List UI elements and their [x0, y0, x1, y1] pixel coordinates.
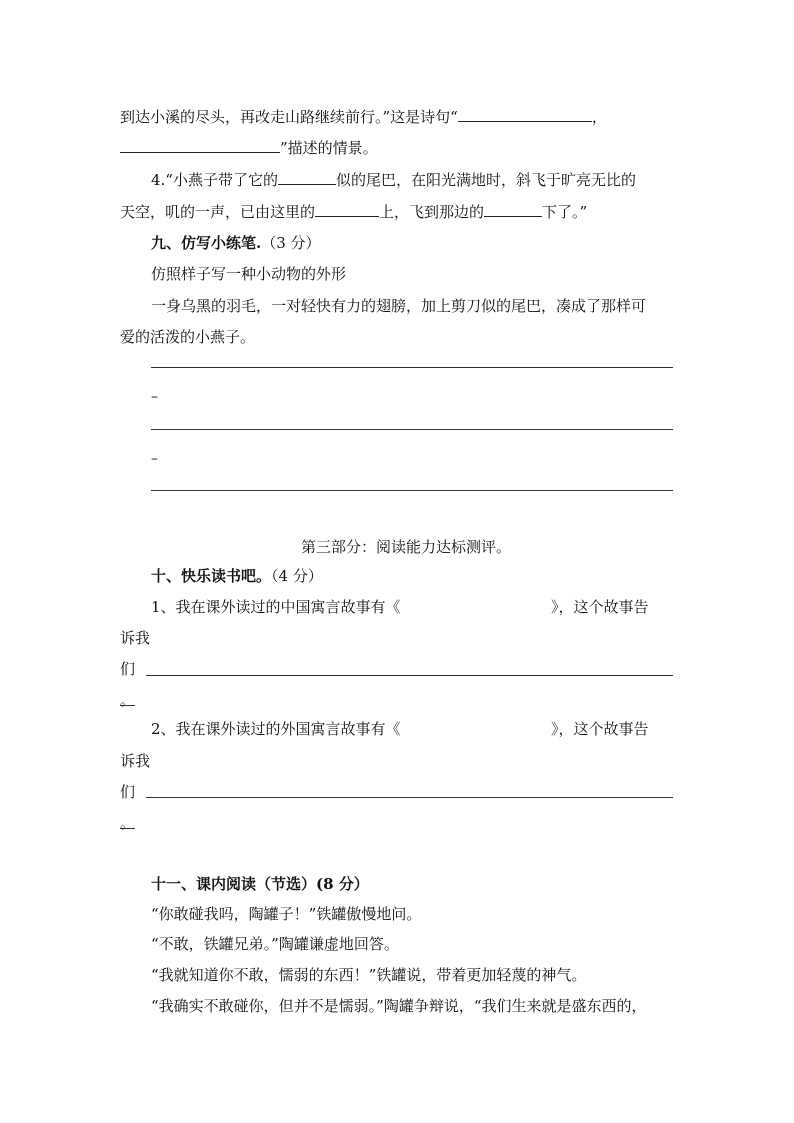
sec9-dash-1: – [151, 389, 158, 405]
sec9-dash-2: – [151, 451, 158, 467]
sec10-heading [151, 566, 323, 586]
sec9-answer-line-1[interactable] [151, 367, 673, 368]
sec11-p3: “我就知道你不敢，懦弱的东西！”铁罐说，带着更加轻蔑的神气。 [151, 966, 587, 984]
sec9-heading [151, 233, 321, 253]
sec9-title: 九、仿写小练笔. [151, 234, 262, 252]
q3-line-1 [120, 106, 607, 127]
sec10-q1-period: 。 [120, 691, 136, 709]
sec9-example-2: 爱的活泼的小燕子。 [120, 328, 256, 346]
sec10-q2-b: 》，这个故事告 [551, 720, 649, 738]
q4-line-2 [120, 201, 587, 222]
q4-text-2b: 上，飞到那边的 [379, 203, 485, 221]
sec9-score: （3 分） [261, 234, 321, 252]
q4-text-1a: 4.“小燕子带了它的 [151, 171, 278, 189]
sec10-q1-answer-line[interactable] [146, 675, 673, 676]
sec9-instruction: 仿照样子写一种小动物的外形 [151, 265, 347, 283]
q4-blank-1[interactable] [278, 169, 336, 185]
q3-comma: ， [591, 108, 607, 126]
q4-text-1b: 似的尾巴，在阳光满地时，斜飞于旷亮无比的 [335, 171, 636, 189]
part3-title: 第三部分：阅读能力达标测评。 [301, 538, 512, 556]
q3-blank-2[interactable] [120, 137, 280, 153]
sec9-answer-line-3[interactable] [151, 490, 673, 491]
q3-blank-1[interactable] [458, 106, 592, 122]
sec9-answer-line-2[interactable] [151, 429, 673, 430]
sec10-q2-us: 们 [120, 783, 136, 801]
sec11-p2: “不敢，铁罐兄弟。”陶罐谦虚地回答。 [151, 935, 399, 953]
q4-line-1 [151, 169, 636, 190]
sec10-q2-a: 2、我在课外读过的外国寓言故事有《 [151, 720, 401, 738]
sec11-title: 十一、课内阅读（节选）(8 分） [151, 875, 369, 893]
sec10-q2-period: 。 [120, 814, 136, 832]
q4-text-2c: 下了。” [542, 203, 588, 221]
q3-line-2 [120, 137, 378, 158]
sec11-p4: “我确实不敢碰你，但并不是懦弱。”陶罐争辩说，“我们生来就是盛东西的， [151, 997, 647, 1015]
sec10-q1-tell: 诉我 [120, 629, 151, 647]
q4-blank-2[interactable] [315, 201, 379, 217]
sec10-q1-b: 》，这个故事告 [551, 598, 649, 616]
sec10-q1-a: 1、我在课外读过的中国寓言故事有《 [151, 598, 401, 616]
q3-text-1: 到达小溪的尽头，再改走山路继续前行。”这是诗句“ [120, 108, 458, 126]
q4-blank-3[interactable] [484, 201, 542, 217]
q4-text-2a: 天空，叽的一声，已由这里的 [120, 203, 316, 221]
sec10-q2-tell: 诉我 [120, 752, 151, 770]
sec11-p1: “你敢碰我吗，陶罐子！”铁罐傲慢地问。 [151, 905, 422, 923]
sec10-q2-period-underline [120, 828, 135, 829]
sec10-title: 十、快乐读书吧。 [151, 567, 272, 585]
q3-text-2: ”描述的情景。 [280, 139, 378, 157]
sec10-q2-answer-line[interactable] [146, 797, 673, 798]
sec9-example-1: 一身乌黑的羽毛，一对轻快有力的翅膀，加上剪刀似的尾巴，凑成了那样可 [151, 297, 647, 315]
sec10-q1-period-underline [120, 705, 135, 706]
sec10-score: （4 分） [271, 567, 323, 585]
sec10-q1-us: 们 [120, 660, 136, 678]
